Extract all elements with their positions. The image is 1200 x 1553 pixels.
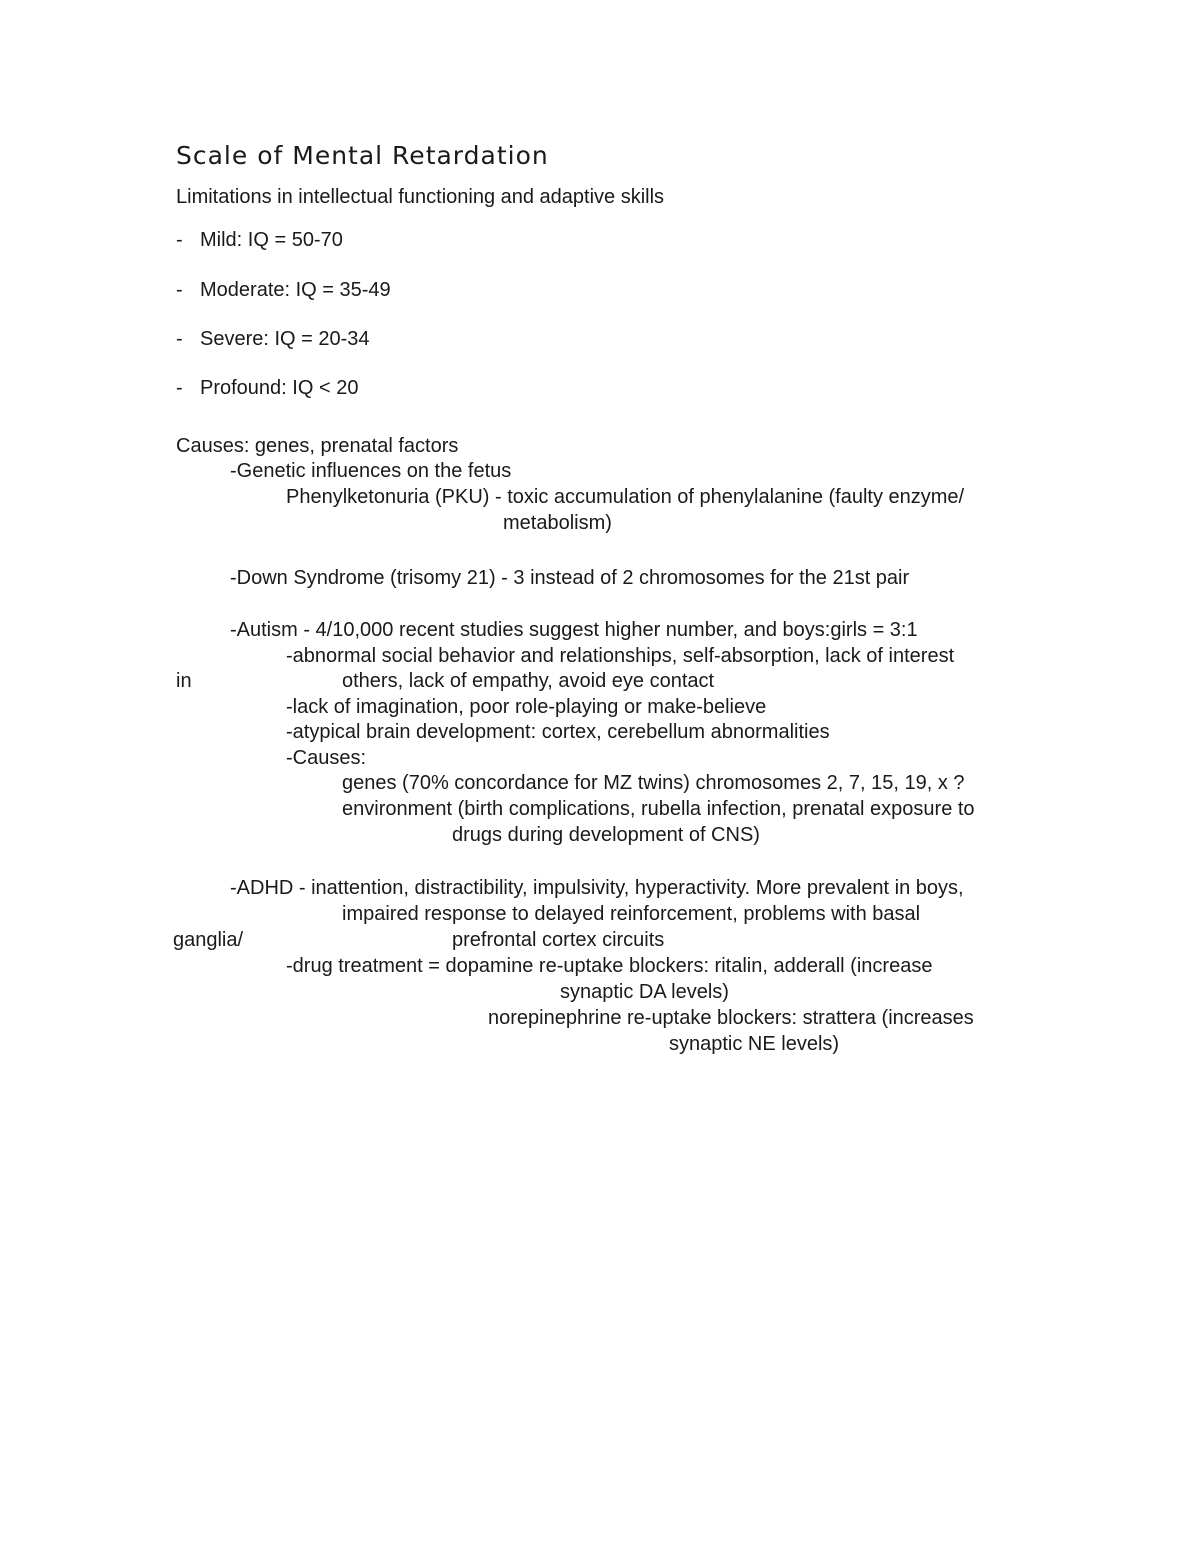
adhd-heading: -ADHD - inattention, distractibility, impulsivity, hyperactivity. More prevalent in boys, bbox=[230, 877, 964, 899]
adhd-drug-1: -drug treatment = dopamine re-uptake blockers: ritalin, adderall (increase bbox=[286, 955, 933, 977]
autism-causes-label: -Causes: bbox=[286, 747, 367, 769]
genetic-influences: -Genetic influences on the fetus bbox=[230, 460, 512, 482]
adhd-line-3: prefrontal cortex circuits bbox=[452, 929, 665, 951]
autism-social-2: others, lack of empathy, avoid eye contact bbox=[342, 670, 715, 692]
scale-item-moderate: Moderate: IQ = 35-49 bbox=[200, 279, 391, 301]
autism-imagination: -lack of imagination, poor role-playing or make-believe bbox=[286, 696, 767, 718]
autism-heading: -Autism - 4/10,000 recent studies suggest higher number, and boys:girls = 3:1 bbox=[230, 619, 918, 641]
adhd-line-2: impaired response to delayed reinforcement, problems with basal bbox=[342, 903, 921, 925]
autism-wrap-word: in bbox=[176, 670, 192, 692]
adhd-ne-2: synaptic NE levels) bbox=[669, 1033, 840, 1055]
document-subtitle: Limitations in intellectual functioning and adaptive skills bbox=[176, 186, 665, 208]
list-bullet: - bbox=[176, 279, 183, 301]
list-bullet: - bbox=[176, 229, 183, 251]
list-bullet: - bbox=[176, 328, 183, 350]
down-syndrome: -Down Syndrome (trisomy 21) - 3 instead of 2 chromosomes for the 21st pair bbox=[230, 567, 910, 589]
list-bullet: - bbox=[176, 377, 183, 399]
pku-line-2: metabolism) bbox=[503, 512, 612, 534]
scale-item-profound: Profound: IQ < 20 bbox=[200, 377, 359, 399]
scale-item-severe: Severe: IQ = 20-34 bbox=[200, 328, 370, 350]
causes-heading: Causes: genes, prenatal factors bbox=[176, 435, 459, 457]
autism-environment-1: environment (birth complications, rubella infection, prenatal exposure to bbox=[342, 798, 975, 820]
autism-brain: -atypical brain development: cortex, cerebellum abnormalities bbox=[286, 721, 830, 743]
adhd-drug-2: synaptic DA levels) bbox=[560, 981, 729, 1003]
autism-social-1: -abnormal social behavior and relationships, self-absorption, lack of interest bbox=[286, 645, 955, 667]
scale-item-mild: Mild: IQ = 50-70 bbox=[200, 229, 343, 251]
adhd-ne-1: norepinephrine re-uptake blockers: strattera (increases bbox=[488, 1007, 974, 1029]
pku-line-1: Phenylketonuria (PKU) - toxic accumulation of phenylalanine (faulty enzyme/ bbox=[286, 486, 965, 508]
autism-environment-2: drugs during development of CNS) bbox=[452, 824, 760, 846]
autism-genes: genes (70% concordance for MZ twins) chromosomes 2, 7, 15, 19, x ? bbox=[342, 772, 965, 794]
adhd-wrap-word: ganglia/ bbox=[173, 929, 244, 951]
document-title: Scale of Mental Retardation bbox=[176, 141, 549, 170]
